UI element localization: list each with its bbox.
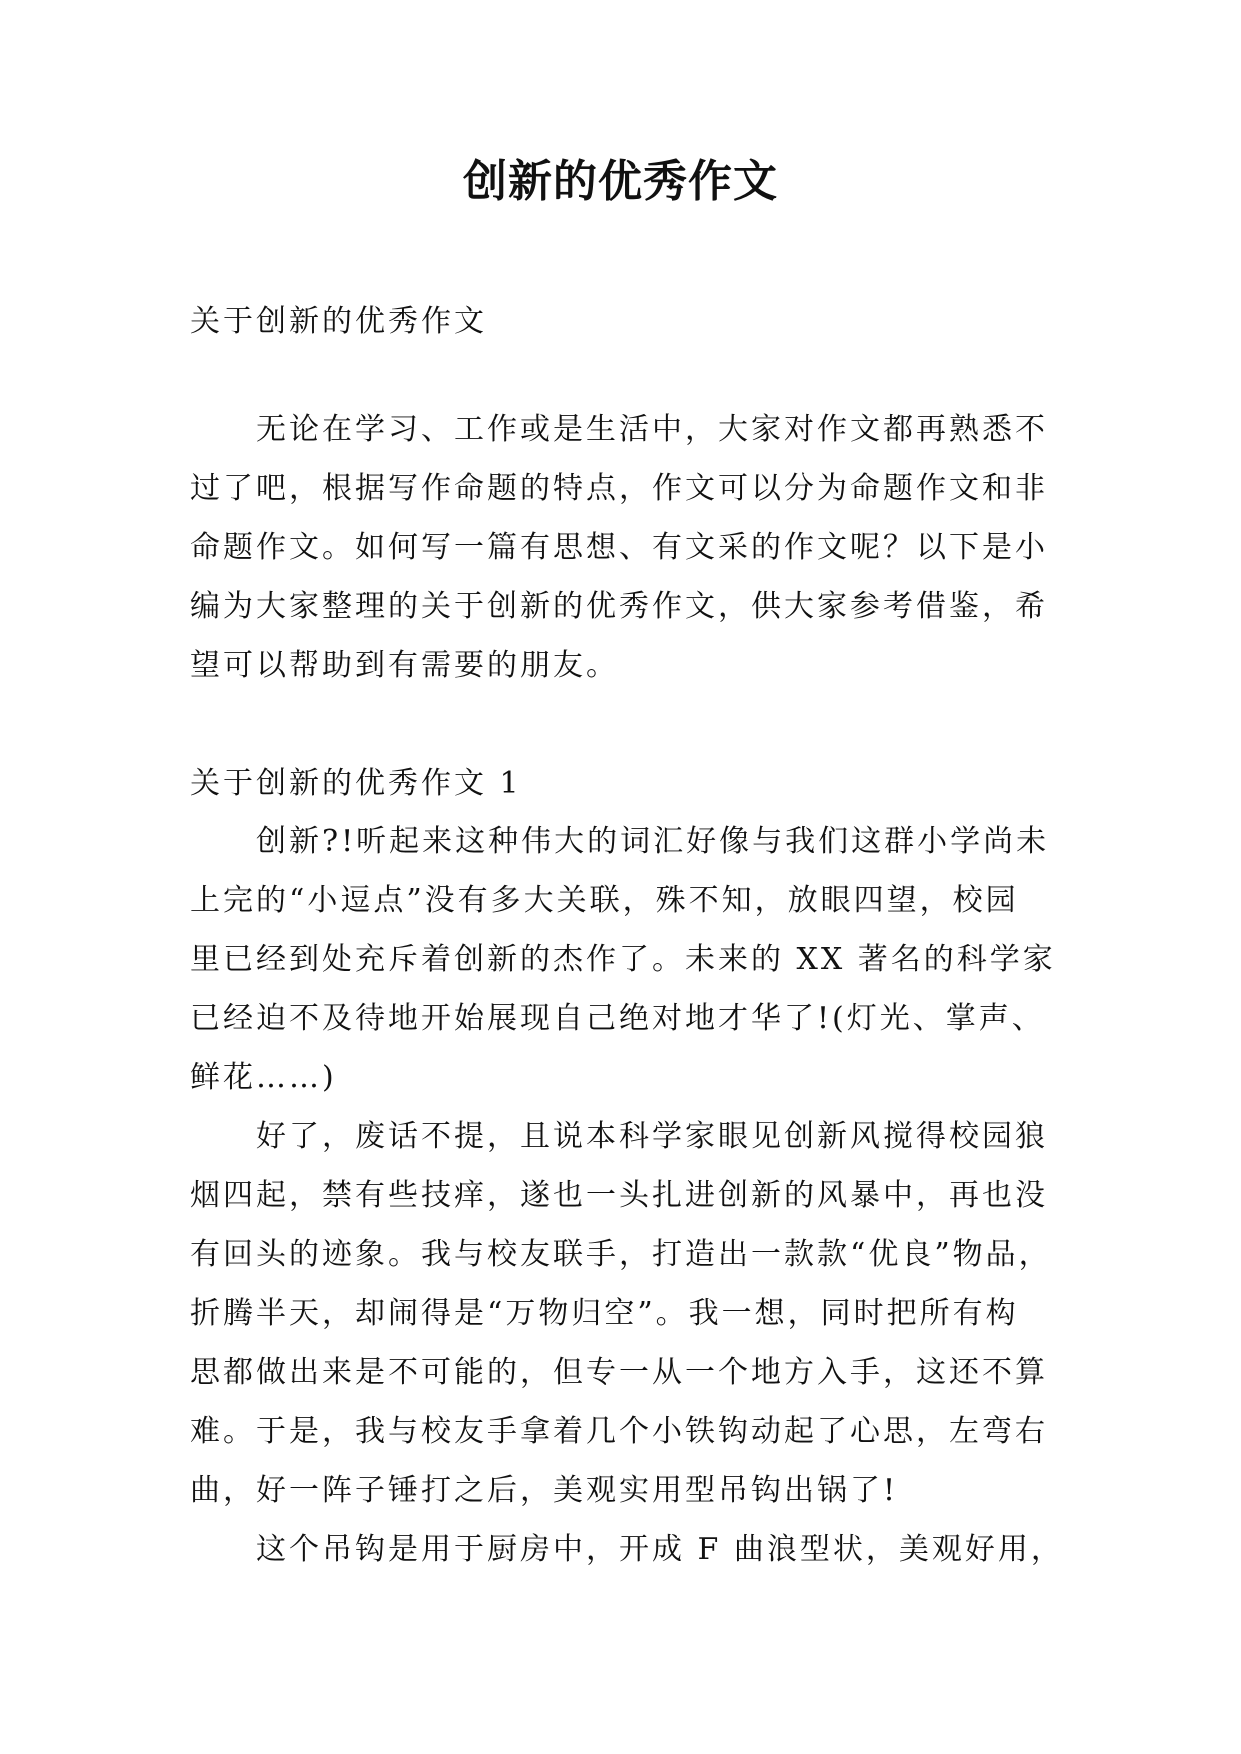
essay-line: 曲，好一阵子锤打之后，美观实用型吊钩出锅了! [190,1473,899,1508]
intro-line: 命题作文。如何写一篇有思想、有文采的作文呢？以下是小 [190,530,1048,565]
essay-line: 这个吊钩是用于厨房中，开成 F 曲浪型状，美观好用， [256,1532,1064,1567]
essay-line: 难。于是，我与校友手拿着几个小铁钩动起了心思，左弯右 [190,1414,1048,1449]
essay-line: 好了，废话不提，且说本科学家眼见创新风搅得校园狼 [256,1119,1048,1154]
intro-line: 编为大家整理的关于创新的优秀作文，供大家参考借鉴，希 [190,589,1048,624]
essay-line: 上完的“小逗点”没有多大关联，殊不知，放眼四望，校园 [190,883,1019,918]
essay-paragraph [190,812,1070,1107]
intro-line: 无论在学习、工作或是生活中，大家对作文都再熟悉不 [256,412,1048,447]
essay-line: 已经迫不及待地开始展现自己绝对地才华了!(灯光、掌声、 [190,1001,1045,1036]
essay-line: 创新?!听起来这种伟大的词汇好像与我们这群小学尚未 [256,824,1050,859]
intro-line: 过了吧，根据写作命题的特点，作文可以分为命题作文和非 [190,471,1048,506]
essay-paragraph [190,1107,1070,1520]
essay-line: 鲜花……) [190,1060,337,1095]
section-heading: 关于创新的优秀作文 1 [190,766,522,801]
essay-line: 烟四起，禁有些技痒，遂也一头扎进创新的风暴中，再也没 [190,1178,1048,1213]
document-title: 创新的优秀作文 [463,156,778,207]
essay-body [190,812,1070,1579]
document-subtitle: 关于创新的优秀作文 [190,304,487,339]
essay-line: 有回头的迹象。我与校友联手，打造出一款款“优良”物品， [190,1237,1052,1272]
intro-paragraph [190,400,1070,695]
essay-line: 里已经到处充斥着创新的杰作了。未来的 XX 著名的科学家 [190,942,1056,977]
essay-line: 思都做出来是不可能的，但专一从一个地方入手，这还不算 [190,1355,1048,1390]
essay-line: 折腾半天，却闹得是“万物归空”。我一想，同时把所有构 [190,1296,1019,1331]
essay-paragraph [190,1520,1070,1579]
intro-line: 望可以帮助到有需要的朋友。 [190,648,619,683]
